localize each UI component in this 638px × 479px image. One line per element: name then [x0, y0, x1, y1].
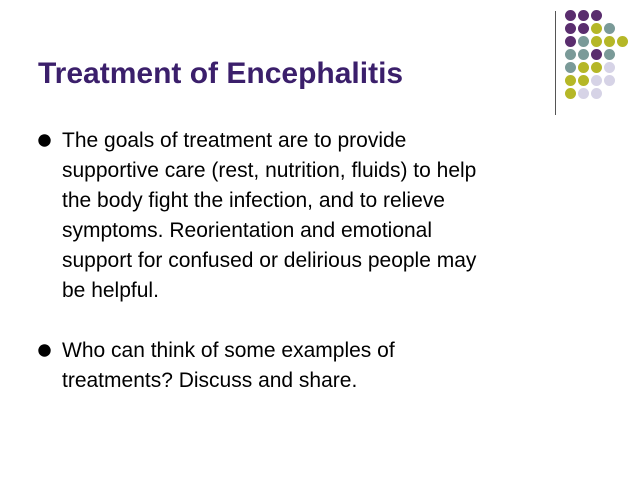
- bullet-text-line: treatments? Discuss and share.: [62, 369, 358, 392]
- decorative-dot: [604, 36, 615, 47]
- bullet-item: [38, 126, 598, 306]
- decorative-dot: [578, 75, 589, 86]
- decorative-dot: [565, 36, 576, 47]
- decorative-dot: [604, 62, 615, 73]
- slide-title: Treatment of Encephalitis: [38, 57, 404, 90]
- decorative-dot: [565, 75, 576, 86]
- decorative-dot: [604, 75, 615, 86]
- decorative-dot: [591, 88, 602, 99]
- decorative-dot: [591, 10, 602, 21]
- bullet-text-line: support for confused or delirious people may: [62, 249, 477, 272]
- bullet-text-line: the body fight the infection, and to relieve: [62, 189, 445, 212]
- bullet-text-line: The goals of treatment are to provide: [62, 129, 407, 152]
- decorative-dot: [604, 49, 615, 60]
- decorative-dot: [617, 36, 628, 47]
- decorative-dot: [565, 49, 576, 60]
- bullet-text-line: Who can think of some examples of: [62, 339, 395, 362]
- decorative-dot: [604, 23, 615, 34]
- decorative-dot: [591, 36, 602, 47]
- bullet-list: [38, 126, 598, 396]
- decorative-dot: [578, 23, 589, 34]
- decorative-dot: [565, 10, 576, 21]
- bullet-text-line: be helpful.: [62, 279, 159, 302]
- decorative-dot: [565, 88, 576, 99]
- decorative-dot: [591, 75, 602, 86]
- decorative-dot: [578, 49, 589, 60]
- decorative-dot: [591, 62, 602, 73]
- decorative-dot: [578, 10, 589, 21]
- decorative-dot: [578, 36, 589, 47]
- decorative-dot: [565, 23, 576, 34]
- decorative-dot: [591, 49, 602, 60]
- bullet-text-line: symptoms. Reorientation and emotional: [62, 219, 433, 242]
- bullet-text-line: supportive care (rest, nutrition, fluids) to help: [62, 159, 477, 182]
- decorative-dot: [565, 62, 576, 73]
- title-divider-line: [555, 11, 556, 115]
- bullet-item: [38, 336, 598, 396]
- decorative-dot: [591, 23, 602, 34]
- decorative-dot: [578, 62, 589, 73]
- bullet-icon: [38, 344, 51, 357]
- decorative-dot: [578, 88, 589, 99]
- bullet-icon: [38, 134, 51, 147]
